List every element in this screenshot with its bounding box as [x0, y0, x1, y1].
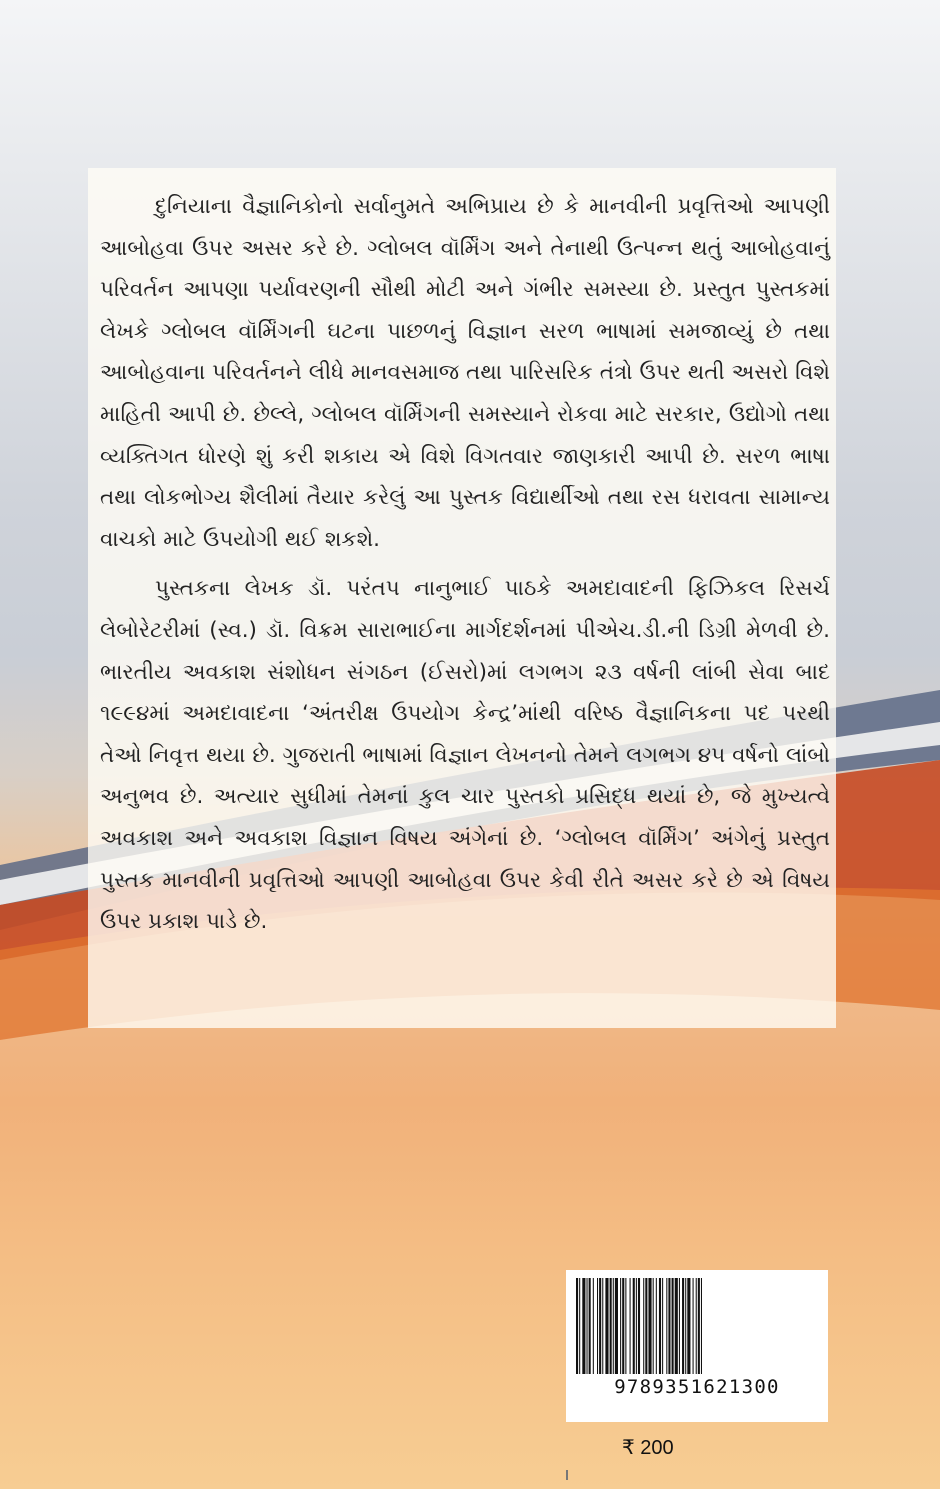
barcode-bar: [615, 1278, 618, 1374]
barcode-bar: [638, 1278, 640, 1374]
barcode-bar: [643, 1278, 644, 1374]
blurb-paragraph-1: દુનિયાના વૈજ્ઞાનિકોનો સર્વાનુમતે અભિપ્રાય છે કે માનવીની પ્રવૃત્તિઓ આપણી આબોહવા ઉપર અસર કરે છે. ગ્લોબલ વૉર્મિંગ અને તેનાથી ઉત્પન્ન થતું આબોહવાનું પરિવર્તન આપણા પર્યાવરણની સૌથી મોટી અને ગંભીર સમસ્યા છે. પ્રસ્તુત પુસ્તકમાં લેખકે ગ્લોબલ વૉર્મિંગની ઘટના પાછળનું વિજ્ઞાન સરળ ભાષામાં સમજાવ્યું છે તથા આબોહવાના પરિવર્તનને લીધે માનવસમાજ તથા પારિસરિક તંત્રો ઉપર થતી અસરો વિશે માહિતી આપી છે. છેલ્લે, ગ્લોબલ વૉર્મિંગની સમસ્યાને રોકવા માટે સરકાર, ઉદ્યોગો તથા વ્યક્તિગત ધોરણે શું કરી શકાય એ વિશે વિગતવાર જાણકારી આપી છે. સરળ ભાષા તથા લોકભોગ્ય શૈલીમાં તૈયાર કરેલું આ પુસ્તક વિદ્યાર્થીઓ તથા રસ ધરાવતા સામાન્ય વાચકો માટે ઉપયોગી થઈ શકશે.: [100, 194, 830, 552]
blurb-paragraph-2: પુસ્તકના લેખક ડૉ. પરંતપ નાનુભાઈ પાઠકે અમદાવાદની ફિઝિકલ રિસર્ચ લેબોરેટરીમાં (સ્વ.) ડૉ. વિક્રમ સારાભાઈના માર્ગદર્શનમાં પીએચ.ડી.ની ડિગ્રી મેળવી છે. ભારતીય અવકાશ સંશોધન સંગઠન (ઈસરો)માં લગભગ ૨૩ વર્ષની લાંબી સેવા બાદ ૧૯૯૪માં અમદાવાદના ‘અંતરીક્ષ ઉપયોગ કેન્દ્ર’માંથી વરિષ્ઠ વૈજ્ઞાનિકના પદ પરથી તેઓ નિવૃત્ત થયા છે. ગુજરાતી ભાષામાં વિજ્ઞાન લેખનનો તેમને લગભગ ૪૫ વર્ષનો લાંબો અનુભવ છે. અત્યાર સુધીમાં તેમનાં કુલ ચાર પુસ્તકો પ્રસિદ્ધ થયાં છે, જે મુખ્યત્વે અવકાશ અને અવકાશ વિજ્ઞાન વિષય અંગેનાં છે. ‘ગ્લોબલ વૉર્મિંગ’ અંગેનું પ્રસ્તુત પુસ્તક માનવીની પ્રવૃત્તિઓ આપણી આબોહવા ઉપર કેવી રીતે અસર કરે છે એ વિષય ઉપર પ્રકાશ પાડે છે.: [100, 576, 830, 935]
barcode-bar: [648, 1278, 651, 1374]
barcode-bar: [682, 1278, 684, 1374]
barcode-bar: [645, 1278, 647, 1374]
barcode-bar: [602, 1278, 603, 1374]
barcode-bar: [589, 1278, 591, 1374]
barcode-bars: [574, 1278, 820, 1374]
barcode-bar: [696, 1278, 697, 1374]
barcode-bar: [672, 1278, 674, 1374]
barcode-bar: [576, 1278, 578, 1374]
isbn-number: 9789351621300: [614, 1376, 780, 1398]
barcode-bar: [579, 1278, 580, 1374]
barcode-bar: [605, 1278, 608, 1374]
barcode-bar: [622, 1278, 624, 1374]
barcode-bar: [625, 1278, 626, 1374]
barcode-bar: [659, 1278, 661, 1374]
barcode-bar: [599, 1278, 601, 1374]
barcode-bar: [687, 1278, 690, 1374]
barcode-bar: [582, 1278, 585, 1374]
back-cover-blurb: [100, 186, 830, 943]
barcode-bar: [610, 1278, 612, 1374]
barcode-bar: [636, 1278, 637, 1374]
barcode-bar: [630, 1278, 631, 1374]
barcode-bar: [662, 1278, 663, 1374]
barcode-bar: [620, 1278, 621, 1374]
barcode-bar: [693, 1278, 694, 1374]
barcode-bar: [698, 1278, 700, 1374]
barcode-bar: [668, 1278, 670, 1374]
barcode-bar: [701, 1278, 702, 1374]
barcode-bar: [587, 1278, 588, 1374]
barcode-bar: [613, 1278, 614, 1374]
barcode-bar: [675, 1278, 678, 1374]
barcode-bar: [653, 1278, 654, 1374]
trim-mark: [566, 1470, 568, 1480]
barcode-bar: [685, 1278, 686, 1374]
barcode-bar: [656, 1278, 657, 1374]
isbn-barcode: [566, 1270, 828, 1422]
barcode-bar: [633, 1278, 635, 1374]
price-label: ₹ 200: [622, 1437, 674, 1459]
barcode-bar: [679, 1278, 680, 1374]
barcode-bar: [666, 1278, 667, 1374]
barcode-bar: [593, 1278, 594, 1374]
barcode-bar: [597, 1278, 598, 1374]
